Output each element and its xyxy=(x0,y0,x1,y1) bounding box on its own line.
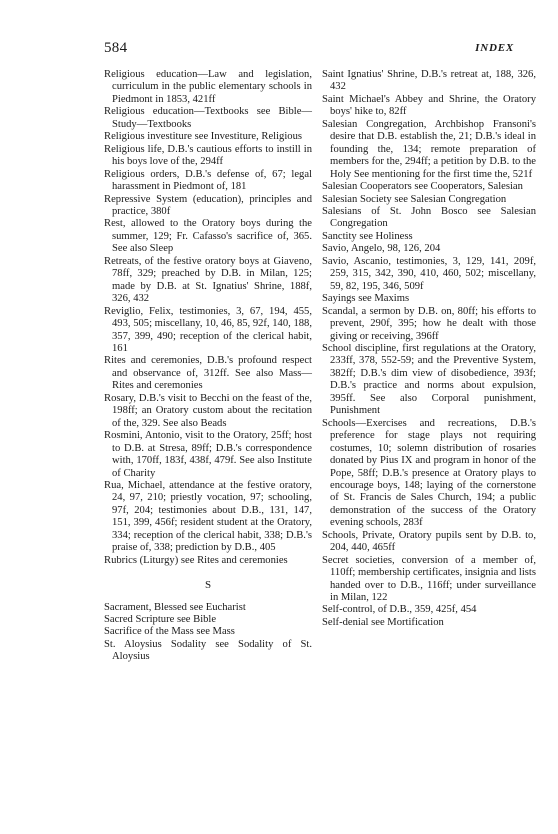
index-entry: Saint Ignatius' Shrine, D.B.'s retreat at, 188, 326, 432 xyxy=(322,69,536,93)
index-entry: St. Aloysius Sodality see Sodality of St. Aloysius xyxy=(104,638,312,663)
index-entry: Saint Michael's Abbey and Shrine, the Oratory boys' hike to, 82ff xyxy=(322,93,536,118)
index-entry: Sacrament, Blessed see Eucharist xyxy=(104,601,246,613)
index-entry: School discipline, first regulations at the Oratory, 233ff, 378, 552-59; and the Preventive System, 382ff; D.B.'s dim view of disobedience, 393f; D.B.'s practice and norms about expulsion, 395ff. See also Corporal punishment, Punishment xyxy=(322,342,536,417)
index-entry: Rosmini, Antonio, visit to the Oratory, 25ff; host to D.B. at Stresa, 89ff; D.B.'s correspondence with, 170ff, 183f, 438f, 479f. See also Institute of Charity xyxy=(104,430,312,479)
index-entry: Savio, Angelo, 98, 126, 204 xyxy=(322,243,441,255)
index-entry: Religious education—Textbooks see Bible—Study—Textbooks xyxy=(104,106,312,130)
page-number: 584 xyxy=(104,40,128,56)
index-entry: Salesian Congregation, Archbishop Fransoni's desire that D.B. establish the, 21; D.B.'s ideal in founding the, 134; remote preparation of members for the, 294ff; a petition by D.B. to the Holy See mentioning for the first time the, 521f xyxy=(322,118,536,180)
index-entry: Schools, Private, Oratory pupils sent by D.B. to, 204, 440, 465ff xyxy=(322,529,536,554)
index-entry: Religious life, D.B.'s cautious efforts to instill in his boys love of the, 294ff xyxy=(104,143,312,168)
index-entry: Salesian Society see Salesian Congregation xyxy=(322,193,507,205)
index-entry: Sanctity see Holiness xyxy=(322,230,413,242)
index-entry: Sayings see Maxims xyxy=(322,293,410,305)
index-entry: Schools—Exercises and recreations, D.B.'s preference for stage plays not requiring costumes, 10; solemn distribution of rosaries donated by Pius IX and program in honor of the Pope, 58ff; D.B.'s presence at Oratory plays to encourage boys, 148; laying of the cornerstone of St. Francis de Sales Church, 194; a public demonstration of the success of the Oratory evening schools, 283f xyxy=(322,417,536,529)
index-entry: Religious investiture see Investiture, Religious xyxy=(104,131,303,143)
index-entry: Retreats, of the festive oratory boys at Giaveno, 78ff, 329; preached by D.B. in Milan, 125; made by D.B. at St. Ignatius' Shrine, 188f, 326, 432 xyxy=(104,255,312,305)
index-entry: Savio, Ascanio, testimonies, 3, 129, 141, 209f, 259, 315, 342, 390, 410, 460, 502; miscellany, 59, 82, 195, 346, 509f xyxy=(322,255,536,292)
index-entry: Salesians of St. John Bosco see Salesian Congregation xyxy=(322,205,536,230)
index-entry: Secret societies, conversion of a member of, 110ff; membership certificates, insignia and lists handed over to D.B., 116ff; under surveillance in Milan, 122 xyxy=(322,554,536,604)
index-entry: Self-denial see Mortification xyxy=(322,616,444,628)
index-entry: Rites and ceremonies, D.B.'s profound respect and observance of, 312ff. See also Mass—Rites and ceremonies xyxy=(104,355,312,392)
index-entry: Self-control, of D.B., 359, 425f, 454 xyxy=(322,604,477,616)
index-entry: Sacrifice of the Mass see Mass xyxy=(104,626,235,638)
right-column xyxy=(322,69,536,629)
index-entry: Repressive System (education), principles and practice, 380f xyxy=(104,193,312,217)
index-entry: Religious orders, D.B.'s defense of, 67; legal harassment in Piedmont of, 181 xyxy=(104,168,312,193)
index-entry: Scandal, a sermon by D.B. on, 80ff; his efforts to prevent, 290f, 395; how he dealt with those giving or receiving, 396ff xyxy=(322,305,536,342)
index-entry: Religious education—Law and legislation, curriculum in the public elementary schools in Piedmont in 1853, 421ff xyxy=(104,69,312,105)
index-entry: Salesian Cooperators see Cooperators, Salesian xyxy=(322,181,523,193)
page-header xyxy=(104,40,514,60)
index-entry: Reviglio, Felix, testimonies, 3, 67, 194, 455, 493, 505; miscellany, 10, 46, 85, 92f, 140, 188, 357, 399, 490; reception of the clerical habit, 161 xyxy=(104,305,312,354)
index-entry: Sacred Scripture see Bible xyxy=(104,614,217,626)
left-column xyxy=(104,69,312,664)
index-entry: Rest, allowed to the Oratory boys during the summer, 129; Fr. Cafasso's sacrifice of, 365. See also Sleep xyxy=(104,218,312,255)
section-letter: S xyxy=(204,579,212,592)
index-entry: Rubrics (Liturgy) see Rites and ceremonies xyxy=(104,554,288,566)
index-entry: Rosary, D.B.'s visit to Becchi on the feast of the, 198ff; an Oratory custom about the recitation of the, 329. See also Beads xyxy=(104,392,312,429)
index-entry: Rua, Michael, attendance at the festive oratory, 24, 97, 210; priestly vocation, 97; schooling, 97f, 204; testimonies about D.B., 131, 147, 151, 399, 456f; resident student at the Oratory, 334; reception of the clerical habit, 338; D.B.'s praise of, 338; prediction by D.B., 405 xyxy=(104,479,312,554)
running-title: INDEX xyxy=(475,42,514,54)
